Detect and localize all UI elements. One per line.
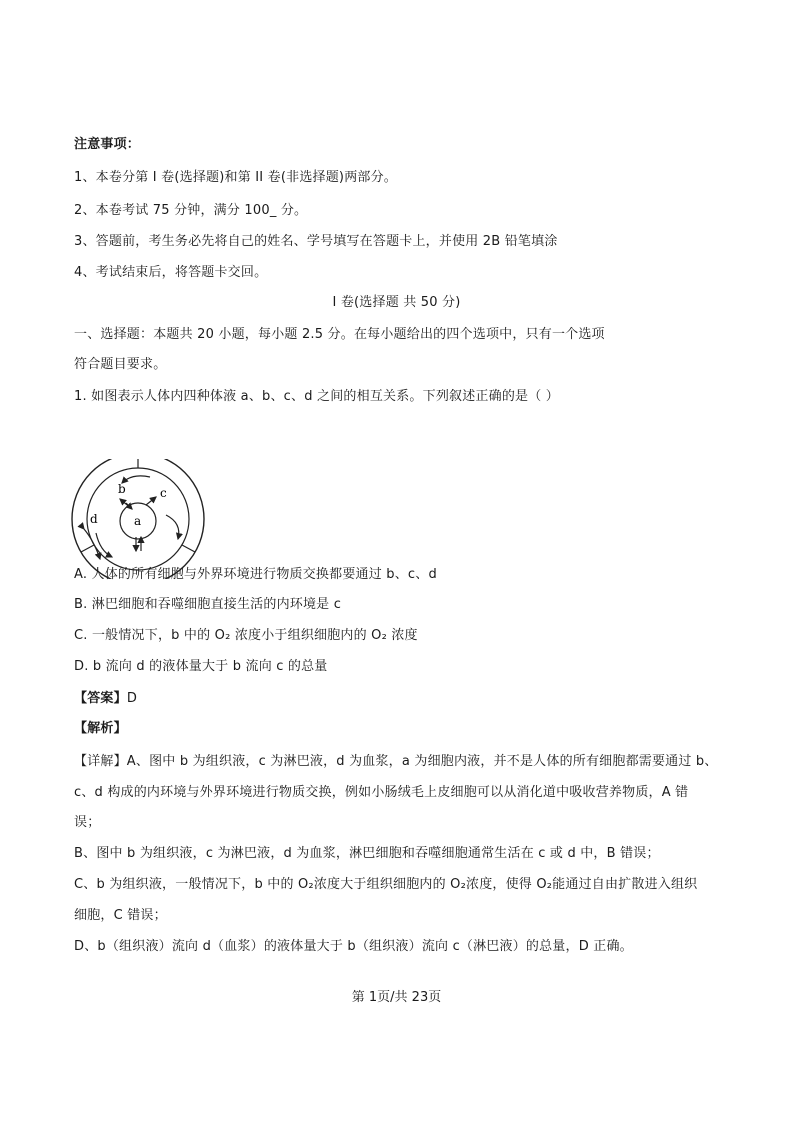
body-fluid-diagram (70, 459, 210, 579)
section-instruction-1: 一、选择题：本题共 20 小题，每小题 2.5 分。在每小题给出的四个选项中，只有一个选项 (74, 327, 605, 342)
section-title: I 卷(选择题 共 50 分) (332, 295, 461, 310)
analysis-detail-3: 误； (74, 815, 101, 830)
label-a: a (134, 514, 142, 528)
note-item-2: 2、本卷考试 75 分钟，满分 100_ 分。 (74, 203, 308, 218)
section-instruction-2: 符合题目要求。 (74, 357, 167, 372)
label-d: d (90, 512, 98, 526)
analysis-d: D、b（组织液）流向 d（血浆）的液体量大于 b（组织液）流向 c（淋巴液）的总量，D 正确。 (74, 939, 633, 954)
note-item-1: 1、本卷分第 I 卷(选择题)和第 II 卷(非选择题)两部分。 (74, 170, 397, 185)
arrow-right (166, 515, 179, 539)
arrow-left-double (84, 529, 100, 559)
analysis-b: B、图中 b 为组织液，c 为淋巴液，d 为血浆，淋巴细胞和吞噬细胞通常生活在 c 或 d 中，B 错误； (74, 846, 660, 861)
analysis-detail-1: 【详解】A、图中 b 为组织液，c 为淋巴液，d 为血浆，a 为细胞内液，并不是人体的所有细胞都需要通过 b、 (74, 754, 718, 769)
divider-right (182, 545, 195, 552)
notes-heading: 注意事项： (74, 137, 141, 152)
analysis-label: 【解析】 (74, 721, 127, 736)
analysis-c-1: C、b 为组织液，一般情况下，b 中的 O₂浓度大于组织细胞内的 O₂浓度，使得 O₂能通过自由扩散进入组织 (74, 877, 698, 892)
label-b: b (118, 482, 126, 496)
analysis-c-2: 细胞，C 错误； (74, 908, 167, 923)
divider-left (81, 545, 94, 552)
option-d: D. b 流向 d 的液体量大于 b 流向 c 的总量 (74, 659, 328, 674)
answer-line (74, 690, 137, 708)
option-a: A. 人体的所有细胞与外界环境进行物质交换都要通过 b、c、d (74, 567, 437, 582)
note-item-4: 4、考试结束后，将答题卡交回。 (74, 265, 268, 280)
arrow-a-out-2 (146, 497, 156, 505)
option-c: C. 一般情况下，b 中的 O₂ 浓度小于组织细胞内的 O₂ 浓度 (74, 628, 418, 643)
label-c: c (160, 486, 167, 500)
note-item-3: 3、答题前，考生务必先将自己的姓名、学号填写在答题卡上，并使用 2B 铅笔填涂 (74, 234, 558, 249)
arrow-top (122, 476, 150, 483)
page-footer: 第 1页/共 23页 (351, 990, 442, 1005)
answer-value: D (126, 691, 138, 706)
option-b: B. 淋巴细胞和吞噬细胞直接生活的内环境是 c (74, 597, 342, 612)
answer-label: 【答案】 (74, 691, 127, 706)
question-stem: 1. 如图表示人体内四种体液 a、b、c、d 之间的相互关系。下列叙述正确的是（ ） (74, 389, 559, 404)
analysis-detail-2: c、d 构成的内环境与外界环境进行物质交换，例如小肠绒毛上皮细胞可以从消化道中吸收营养物质，A 错 (74, 785, 689, 800)
